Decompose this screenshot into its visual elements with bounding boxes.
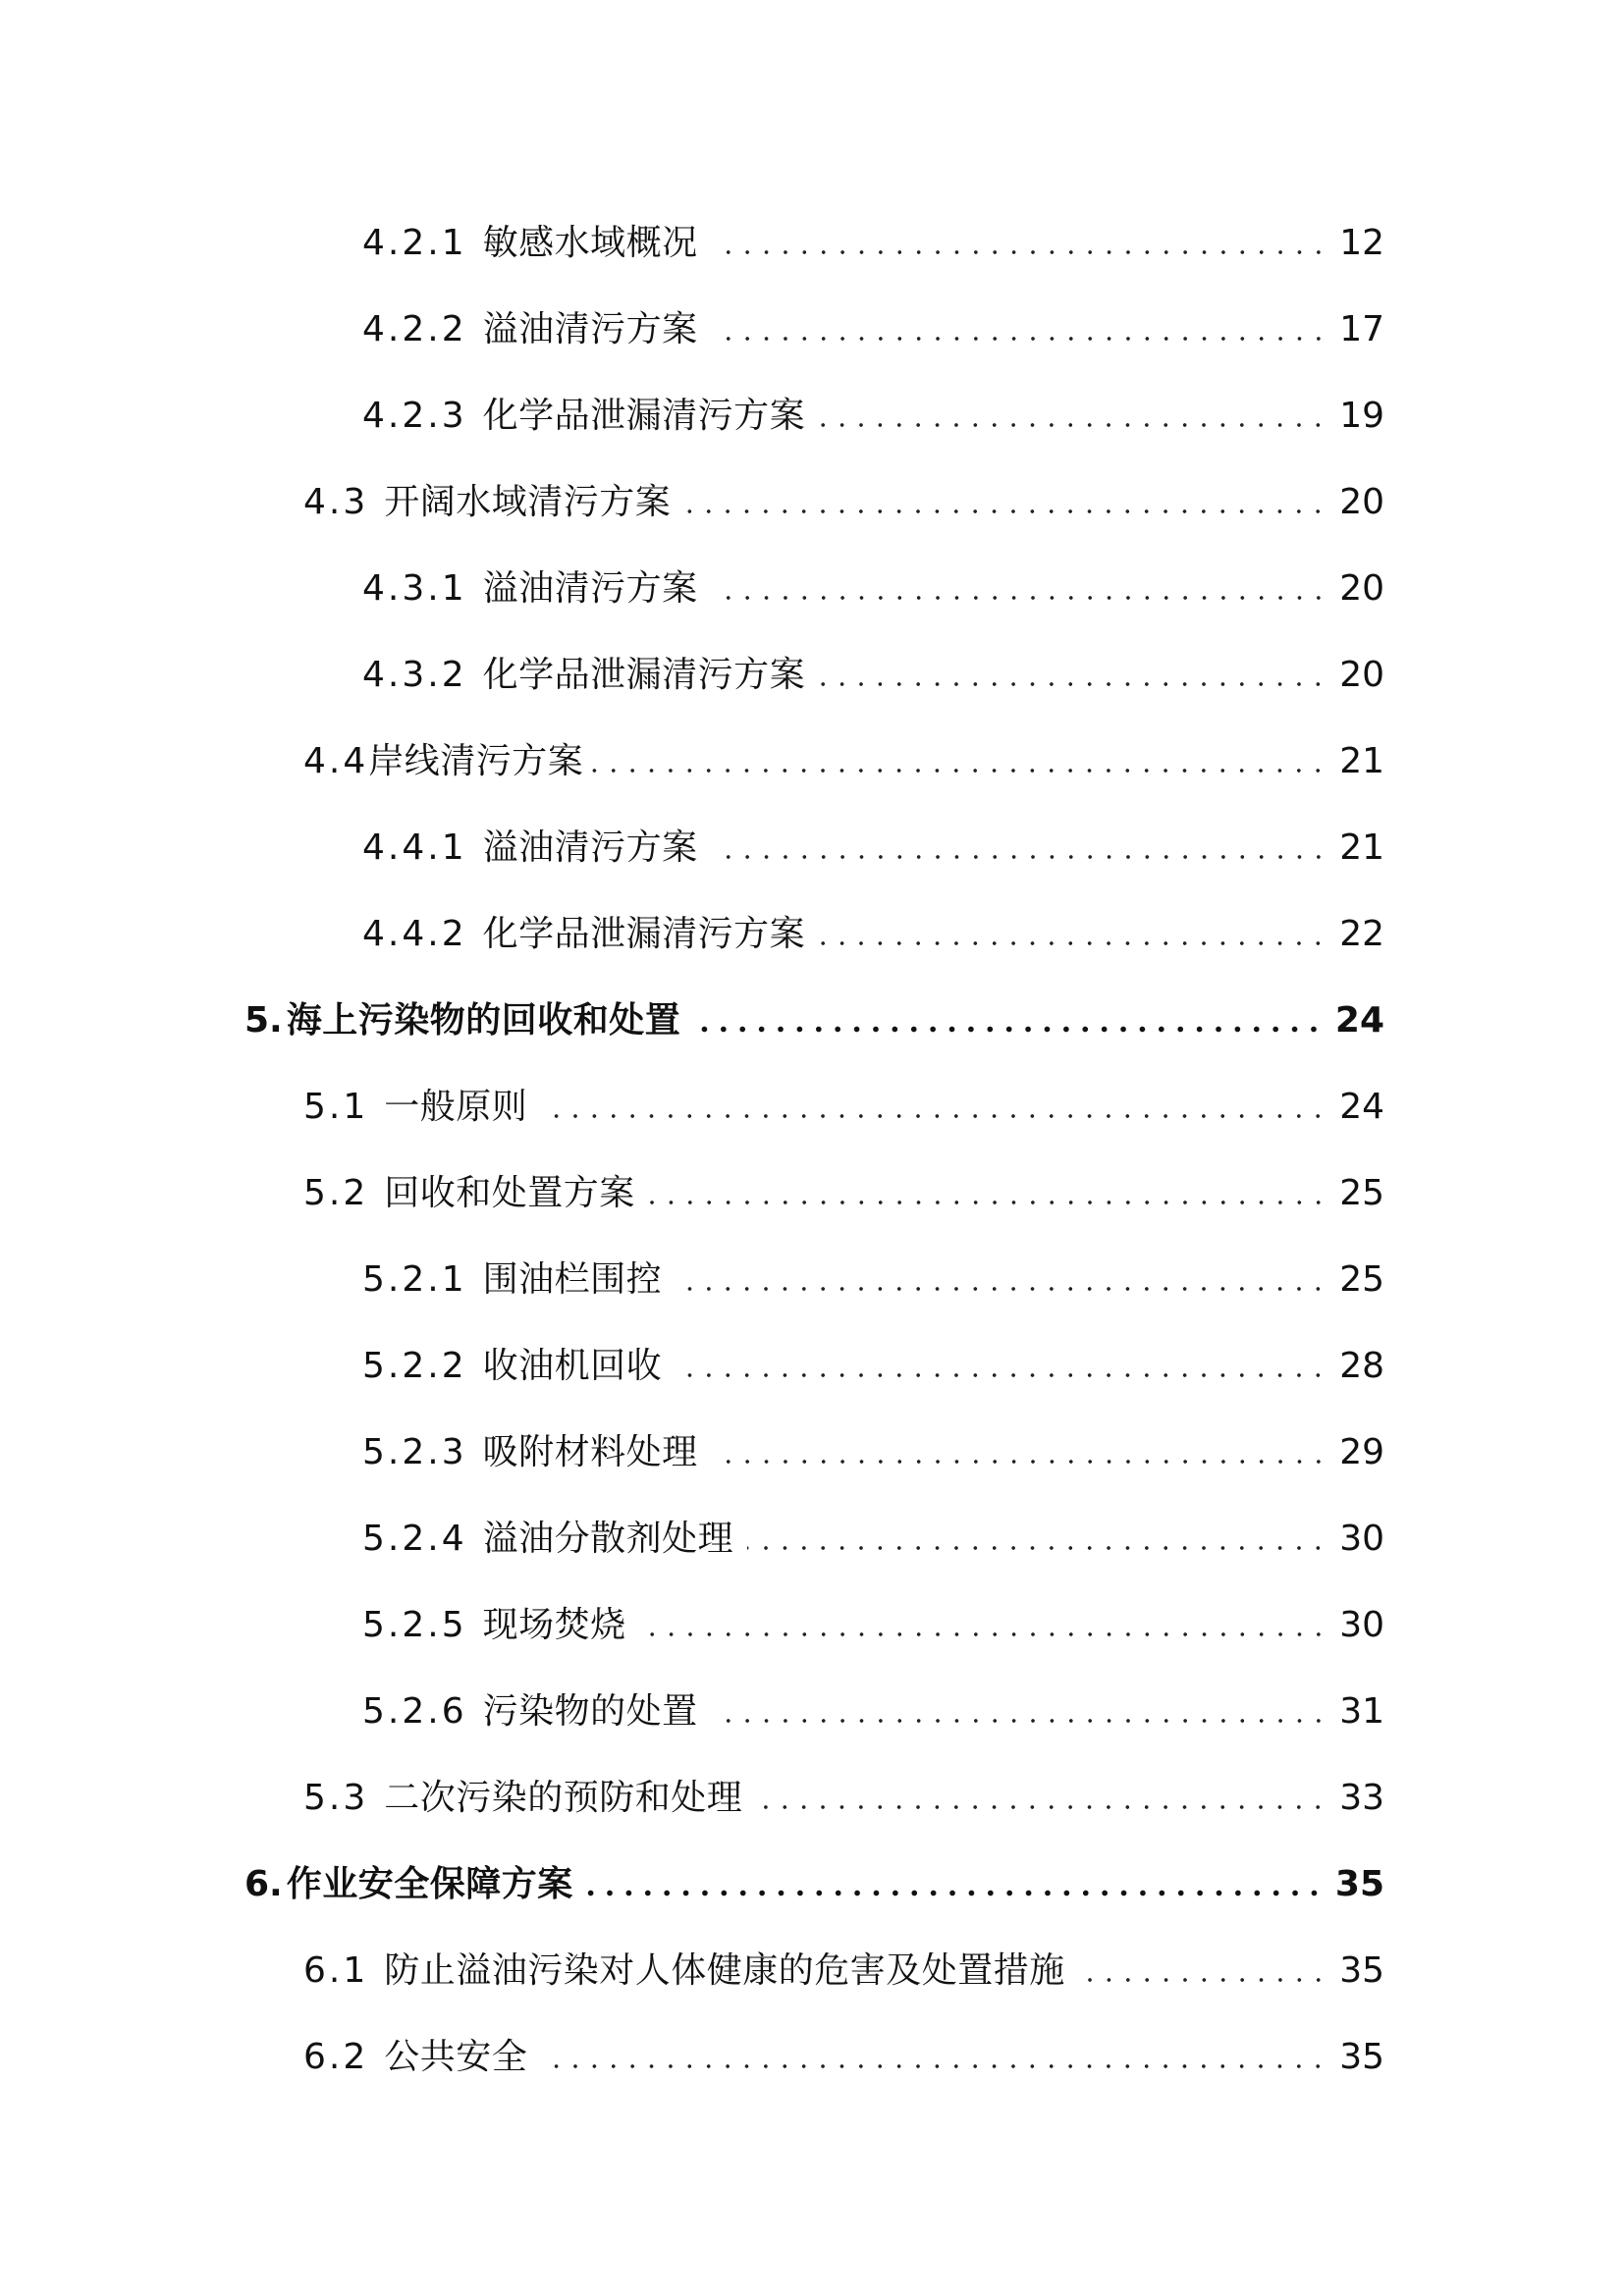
- toc-entry-number: 5.2.4: [362, 1519, 467, 1559]
- toc-entry-page: 33: [1339, 1778, 1384, 1818]
- toc-entry[interactable]: [303, 2028, 1384, 2079]
- toc-entry-page: 35: [1334, 1864, 1384, 1904]
- toc-dot-leader: [541, 2063, 1327, 2069]
- toc-entry-number: 5.3: [303, 1778, 369, 1818]
- toc-entry[interactable]: [362, 387, 1384, 438]
- toc-dot-leader: [747, 1545, 1327, 1551]
- toc-dot-leader: [640, 1631, 1328, 1637]
- toc-entry[interactable]: [362, 214, 1384, 265]
- toc-entry-number: 5.2.3: [362, 1432, 467, 1472]
- toc-entry-page: 19: [1339, 396, 1384, 436]
- toc-entry-title: 公共安全: [384, 2037, 528, 2077]
- toc-entry-page: 24: [1339, 1087, 1384, 1127]
- toc-dot-leader: [712, 249, 1328, 255]
- toc-entry[interactable]: [362, 1337, 1384, 1388]
- toc-dot-leader: [756, 1804, 1327, 1810]
- toc-entry-page: 20: [1339, 655, 1384, 695]
- toc-entry[interactable]: [362, 1682, 1384, 1734]
- toc-entry[interactable]: [303, 732, 1384, 783]
- toc-entry-number: 4.4: [303, 741, 369, 781]
- toc-entry-page: 25: [1339, 1173, 1384, 1213]
- toc-entry-number: 4.2.1: [362, 223, 467, 263]
- toc-entry[interactable]: [362, 646, 1384, 697]
- toc-entry[interactable]: [362, 819, 1384, 870]
- toc-entry-page: 30: [1339, 1605, 1384, 1645]
- toc-dot-leader: [819, 681, 1327, 687]
- toc-entry-title: 溢油分散剂处理: [482, 1519, 734, 1559]
- toc-dot-leader: [694, 1026, 1324, 1033]
- toc-entry[interactable]: [303, 1942, 1384, 1993]
- toc-entry-number: 6.: [244, 1864, 283, 1904]
- toc-entry-number: 4.3.1: [362, 568, 467, 609]
- toc-entry-title: 化学品泄漏清污方案: [482, 914, 806, 954]
- toc-entry[interactable]: [303, 1078, 1384, 1129]
- toc-entry-page: 30: [1339, 1519, 1384, 1559]
- toc-entry-title: 污染物的处置: [482, 1691, 698, 1732]
- toc-entry[interactable]: [303, 473, 1384, 524]
- toc-entry-page: 12: [1339, 223, 1384, 263]
- toc-dot-leader: [541, 1113, 1327, 1119]
- toc-entry-number: 4.2.3: [362, 396, 467, 436]
- toc-entry[interactable]: [303, 1769, 1384, 1820]
- toc-entry-title: 开阔水域清污方案: [384, 482, 672, 522]
- toc-entry-number: 4.3: [303, 482, 369, 522]
- toc-entry-number: 4.4.1: [362, 828, 467, 868]
- toc-entry-title: 海上污染物的回收和处置: [286, 1000, 681, 1041]
- toc-entry-number: 5.: [244, 1000, 283, 1041]
- toc-entry-title: 作业安全保障方案: [286, 1864, 573, 1904]
- toc-entry-page: 35: [1339, 1950, 1384, 1991]
- toc-entry-number: 5.1: [303, 1087, 369, 1127]
- toc-entry-title: 围油栏围控: [482, 1259, 663, 1300]
- toc-entry-page: 35: [1339, 2037, 1384, 2077]
- toc-entry[interactable]: [362, 1510, 1384, 1561]
- toc-entry-number: 4.2.2: [362, 309, 467, 349]
- toc-dot-leader: [676, 1286, 1327, 1292]
- toc-dot-leader: [587, 1890, 1324, 1896]
- toc-entry-page: 31: [1339, 1691, 1384, 1732]
- toc-dot-leader: [712, 854, 1328, 860]
- toc-entry-title: 吸附材料处理: [482, 1432, 698, 1472]
- toc-dot-leader: [819, 422, 1327, 428]
- toc-entry-title: 一般原则: [384, 1087, 528, 1127]
- toc-entry-title: 收油机回收: [482, 1346, 663, 1386]
- toc-dot-leader: [819, 940, 1327, 946]
- toc-dot-leader: [1079, 1977, 1327, 1983]
- toc-entry[interactable]: [244, 1855, 1384, 1906]
- toc-entry-title: 溢油清污方案: [482, 568, 698, 609]
- toc-entry-title: 岸线清污方案: [368, 741, 584, 781]
- toc-entry-title: 化学品泄漏清污方案: [482, 655, 806, 695]
- toc-entry[interactable]: [362, 1596, 1384, 1647]
- toc-entry-page: 28: [1339, 1346, 1384, 1386]
- toc-entry-page: 29: [1339, 1432, 1384, 1472]
- toc-entry[interactable]: [303, 1164, 1384, 1215]
- toc-entry-title: 回收和处置方案: [384, 1173, 635, 1213]
- toc-entry-number: 4.4.2: [362, 914, 467, 954]
- toc-entry-page: 24: [1334, 1000, 1384, 1041]
- toc-entry-title: 溢油清污方案: [482, 309, 698, 349]
- toc-entry-number: 5.2: [303, 1173, 369, 1213]
- toc-entry-title: 溢油清污方案: [482, 828, 698, 868]
- toc-entry-number: 6.1: [303, 1950, 369, 1991]
- toc-entry[interactable]: [362, 1251, 1384, 1302]
- toc-dot-leader: [649, 1200, 1327, 1205]
- toc-entry-number: 4.3.2: [362, 655, 467, 695]
- toc-entry-number: 6.2: [303, 2037, 369, 2077]
- toc-dot-leader: [712, 1459, 1328, 1465]
- toc-entry-number: 5.2.5: [362, 1605, 467, 1645]
- toc-entry-title: 现场焚烧: [482, 1605, 626, 1645]
- toc-entry-number: 5.2.2: [362, 1346, 467, 1386]
- toc-entry[interactable]: [362, 1423, 1384, 1474]
- toc-dot-leader: [684, 508, 1327, 514]
- toc-entry-page: 17: [1339, 309, 1384, 349]
- toc-entry-page: 21: [1339, 828, 1384, 868]
- toc-entry-page: 25: [1339, 1259, 1384, 1300]
- toc-dot-leader: [712, 336, 1328, 342]
- toc-dot-leader: [676, 1372, 1327, 1378]
- toc-entry[interactable]: [244, 991, 1384, 1042]
- toc-entry[interactable]: [362, 905, 1384, 956]
- toc-entry-page: 22: [1339, 914, 1384, 954]
- toc-entry[interactable]: [362, 300, 1384, 351]
- toc-entry-title: 二次污染的预防和处理: [384, 1778, 743, 1818]
- toc-entry[interactable]: [362, 560, 1384, 611]
- toc-dot-leader: [712, 1718, 1328, 1724]
- toc-entry-number: 5.2.1: [362, 1259, 467, 1300]
- toc-entry-page: 20: [1339, 568, 1384, 609]
- toc-entry-number: 5.2.6: [362, 1691, 467, 1732]
- toc-entry-title: 化学品泄漏清污方案: [482, 396, 806, 436]
- toc-entry-title: 防止溢油污染对人体健康的危害及处置措施: [384, 1950, 1065, 1991]
- toc-dot-leader: [712, 595, 1328, 601]
- toc-dot-leader: [587, 768, 1327, 774]
- toc-entry-page: 21: [1339, 741, 1384, 781]
- toc-entry-page: 20: [1339, 482, 1384, 522]
- toc-entry-title: 敏感水域概况: [482, 223, 698, 263]
